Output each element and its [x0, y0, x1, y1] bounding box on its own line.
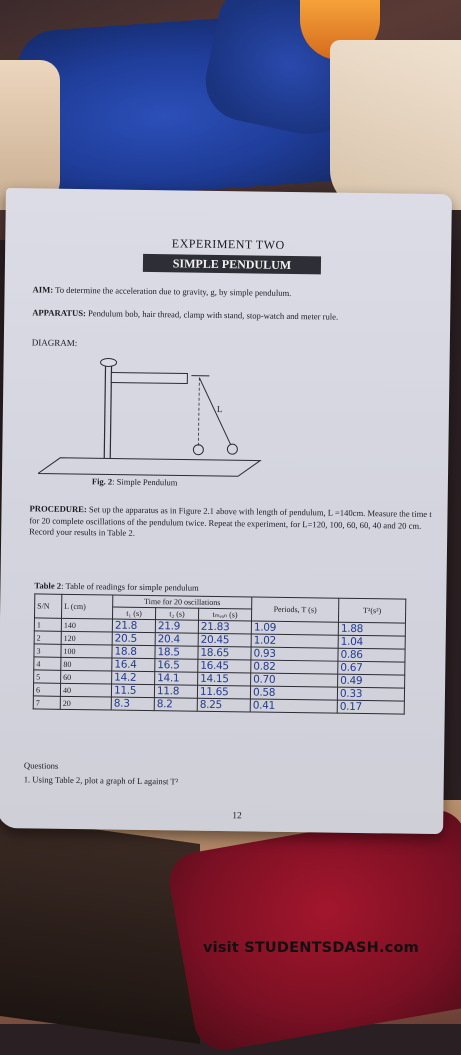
apparatus-label: APPARATUS:: [32, 307, 86, 318]
cell-t2: 21.9: [155, 620, 198, 634]
figure-caption-text: : Simple Pendulum: [112, 477, 177, 488]
questions-heading: Questions: [24, 758, 179, 774]
procedure-text: Set up the apparatus as in Figure 2.1 above with length of pendulum, L =140cm. Measure the time t for 20 complete oscillations of the pendulum twice. Repeat the experiment, for L=120, 100, 60, 60, 40 and 20 cm. Record your results in Table 2.: [29, 504, 432, 538]
cell-sn: 6: [33, 683, 60, 696]
cell-t1: 20.5: [112, 632, 155, 646]
experiment-title: SIMPLE PENDULUM: [143, 254, 321, 274]
cell-length: 120: [61, 631, 112, 645]
clamp-arm: [111, 372, 187, 383]
cell-t-squared: 0.67: [338, 661, 405, 675]
aim-paragraph: [33, 284, 433, 301]
cell-tmean: 20.45: [198, 633, 251, 647]
experiment-heading: EXPERIMENT TWO: [5, 234, 451, 255]
cell-t1: 21.8: [112, 619, 155, 633]
cell-t-squared: 1.04: [338, 635, 405, 649]
cell-length: 100: [61, 644, 112, 658]
cell-tmean: 16.45: [198, 659, 251, 673]
header-t2: t₂ (s): [155, 608, 198, 621]
apparatus-text: Pendulum bob, hair thread, clamp with stand, stop-watch and meter rule.: [86, 308, 338, 322]
table-caption: [34, 580, 198, 592]
cell-t2: 16.5: [155, 659, 198, 673]
cell-sn: 7: [33, 696, 60, 709]
cell-tmean: 18.65: [198, 646, 251, 660]
cell-period: 0.82: [251, 660, 338, 674]
cell-t1: 11.5: [111, 684, 154, 698]
cell-t-squared: 0.49: [338, 674, 405, 688]
cell-length: 60: [61, 670, 112, 684]
cell-period: 1.09: [251, 621, 338, 635]
cell-length: 20: [60, 696, 111, 710]
cell-sn: 3: [34, 644, 61, 657]
cell-tmean: 14.15: [198, 672, 251, 686]
cell-t2: 11.8: [154, 685, 197, 699]
cell-t1: 14.2: [112, 671, 155, 685]
header-period: Periods, T (s): [251, 597, 338, 622]
cell-tmean: 8.25: [197, 698, 250, 712]
cell-t-squared: 0.33: [337, 687, 404, 701]
diagram-label: DIAGRAM:: [32, 337, 78, 349]
pendulum-bob: [227, 444, 237, 454]
stand-top: [101, 358, 117, 366]
procedure-label: PROCEDURE:: [29, 503, 86, 514]
cell-sn: 2: [34, 631, 61, 644]
cell-t-squared: 0.86: [338, 648, 405, 662]
background-shadow: [0, 816, 200, 1044]
cell-tmean: 21.83: [198, 620, 251, 634]
cell-t2: 20.4: [155, 633, 198, 647]
stand-pole: [104, 362, 105, 458]
header-length: L (cm): [61, 594, 112, 619]
printed-fabric: [330, 40, 461, 210]
header-t-squared: T²(s²): [338, 598, 405, 623]
length-label: L: [217, 404, 223, 414]
cell-t-squared: 1.88: [338, 622, 405, 636]
cell-period: 0.93: [251, 647, 338, 661]
figure-caption-label: Fig. 2: [92, 476, 112, 486]
rest-position-line: [198, 378, 199, 446]
procedure-paragraph: [29, 503, 437, 543]
cell-t1: 8.3: [111, 697, 154, 711]
header-sn: S/N: [34, 594, 61, 618]
stand-base: [38, 457, 260, 476]
cell-sn: 4: [34, 657, 61, 670]
question-1: 1. Using Table 2, plot a graph of L against T²: [24, 772, 179, 788]
cell-length: 140: [61, 618, 112, 632]
pendulum-diagram: [38, 353, 280, 482]
readings-table: [33, 593, 407, 714]
page-number: 12: [232, 811, 242, 821]
site-watermark: visit STUDENTSDASH.com: [203, 940, 419, 956]
cell-period: 0.41: [250, 699, 337, 713]
questions-section: [24, 758, 179, 788]
cell-length: 40: [60, 683, 111, 697]
cell-t1: 18.8: [112, 645, 155, 659]
figure-caption: [92, 476, 178, 487]
cell-t1: 16.4: [112, 658, 155, 672]
cell-t-squared: 0.17: [337, 700, 404, 714]
header-t1: t₁ (s): [112, 607, 155, 620]
table-caption-text: : Table of readings for simple pendulum: [61, 581, 199, 593]
cell-length: 80: [61, 657, 112, 671]
cell-period: 0.58: [250, 686, 337, 700]
workbook-page: [0, 188, 452, 834]
bob-rest: [193, 445, 203, 455]
apparatus-paragraph: [32, 307, 442, 324]
pendulum-string: [198, 378, 231, 444]
table-caption-label: Table 2: [34, 580, 61, 590]
cell-t2: 14.1: [155, 672, 198, 686]
aim-text: To determine the acceleration due to gravity, g, by simple pendulum.: [53, 285, 291, 298]
cell-sn: 5: [34, 670, 61, 683]
cell-period: 1.02: [251, 634, 338, 648]
header-time-group: Time for 20 oscillations: [113, 595, 252, 609]
cell-tmean: 11.65: [197, 685, 250, 699]
cell-t2: 18.5: [155, 646, 198, 660]
aim-label: AIM:: [33, 284, 54, 294]
header-tmean: tₘₑₐₙ (s): [198, 608, 251, 621]
cell-t2: 8.2: [154, 698, 197, 712]
cell-sn: 1: [34, 618, 61, 631]
cell-period: 0.70: [251, 673, 338, 687]
